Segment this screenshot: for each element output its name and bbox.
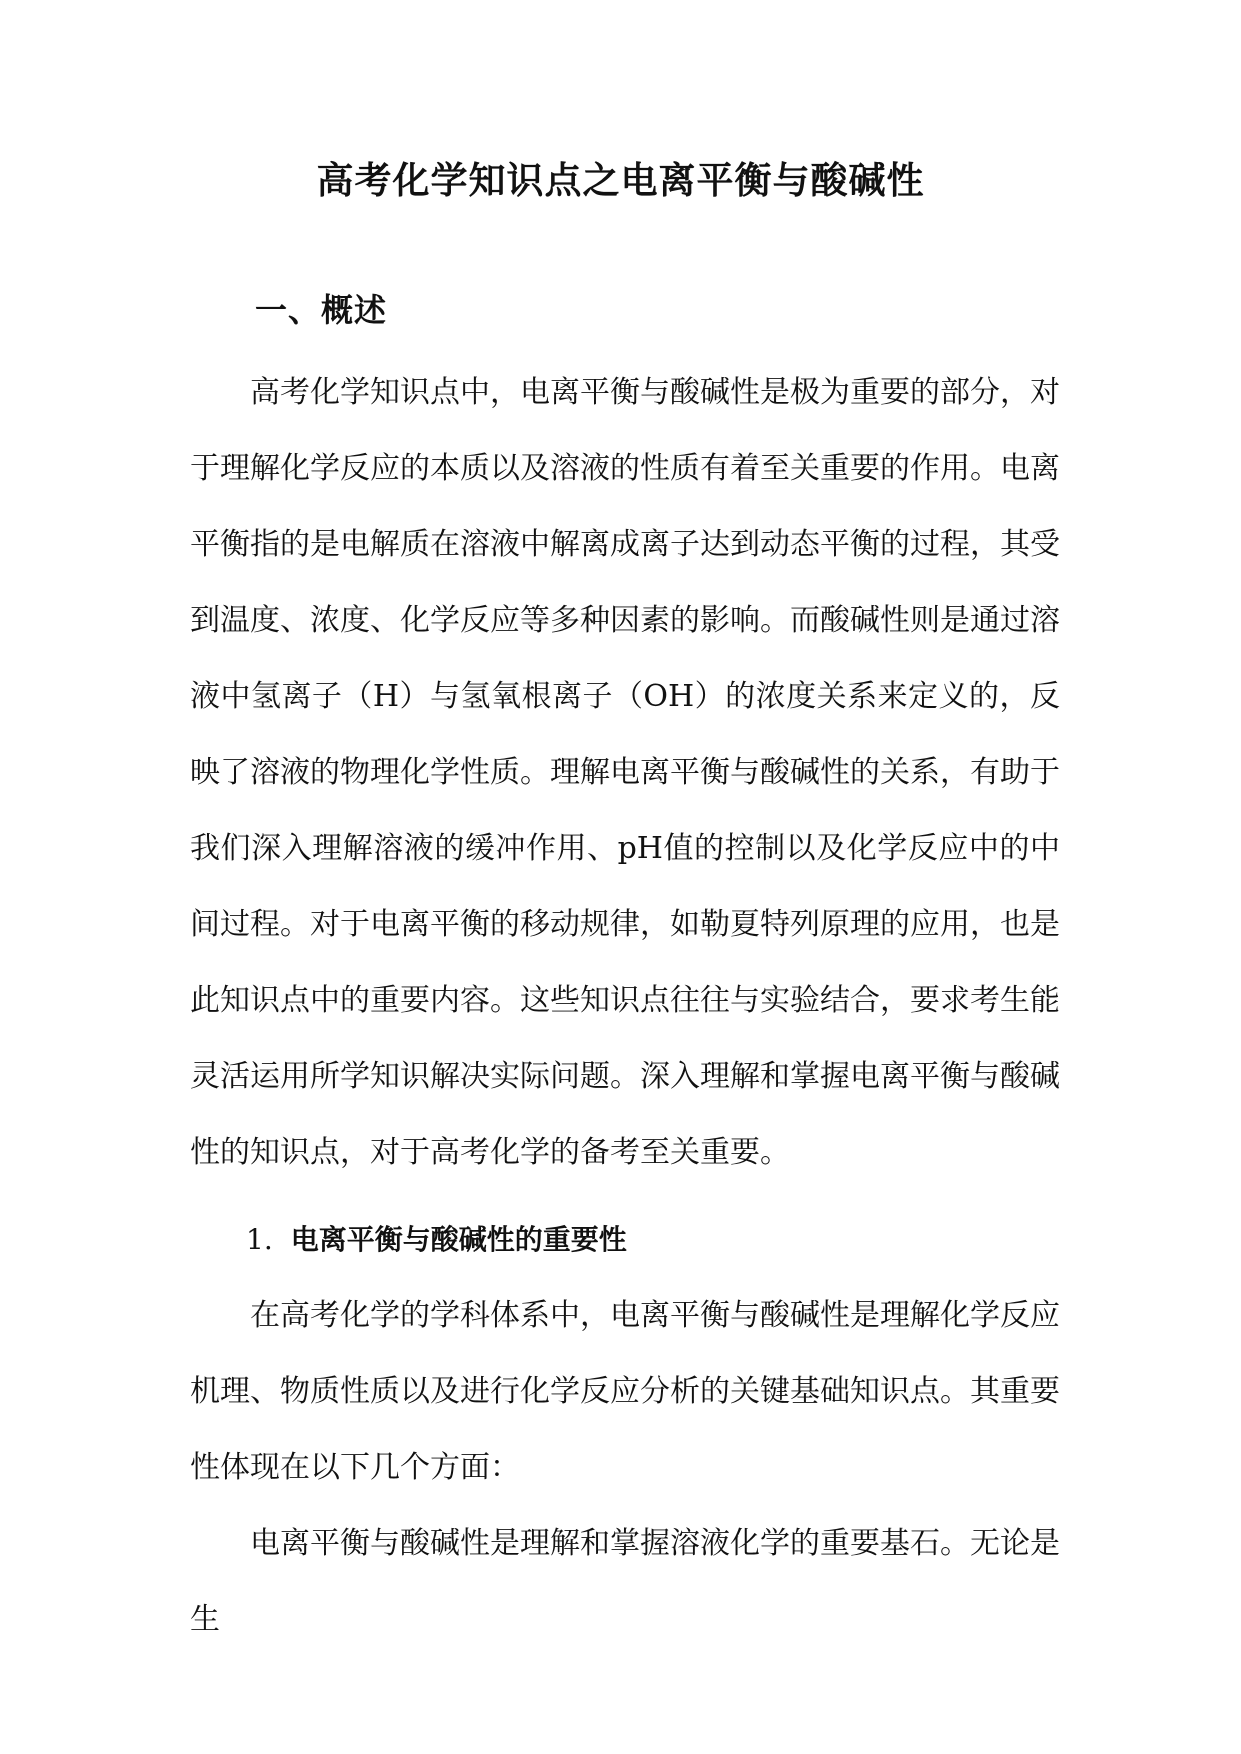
importance-paragraph: 在高考化学的学科体系中，电离平衡与酸碱性是理解化学反应机理、物质性质以及进行化学反应分析的关键基础知识点。其重要性体现在以下几个方面： — [190, 1298, 1060, 1485]
overview-paragraph: 高考化学知识点中，电离平衡与酸碱性是极为重要的部分，对于理解化学反应的本质以及溶液的性质有着至关重要的作用。电离平衡指的是电解质在溶液中解离成离子达到动态平衡的过程，其受到温度、浓度、化学反应等多种因素的影响。而酸碱性则是通过溶液中氢离子（H）与氢氧根离子（OH）的浓度关系来定义的，反映了溶液的物理化学性质。理解电离平衡与酸碱性的关系，有助于我们深入理解溶液的缓冲作用、pH值的控制以及化学反应中的中间过程。对于电离平衡的移动规律，如勒夏特列原理的应用，也是此知识点中的重要内容。这些知识点往往与实验结合，要求考生能灵活运用所学知识解决实际问题。深入理解和掌握电离平衡与酸碱性的知识点，对于高考化学的备考至关重要。 — [190, 375, 1060, 1170]
basis-paragraph: 电离平衡与酸碱性是理解和掌握溶液化学的重要基石。无论是生 — [190, 1526, 1060, 1637]
subsection-heading — [246, 1218, 627, 1258]
section-heading-overview: 一、概述 — [255, 291, 388, 329]
document-title: 高考化学知识点之电离平衡与酸碱性 — [316, 158, 925, 202]
subsection-number: 1. — [246, 1223, 273, 1256]
subsection-title: 电离平衡与酸碱性的重要性 — [290, 1223, 627, 1256]
